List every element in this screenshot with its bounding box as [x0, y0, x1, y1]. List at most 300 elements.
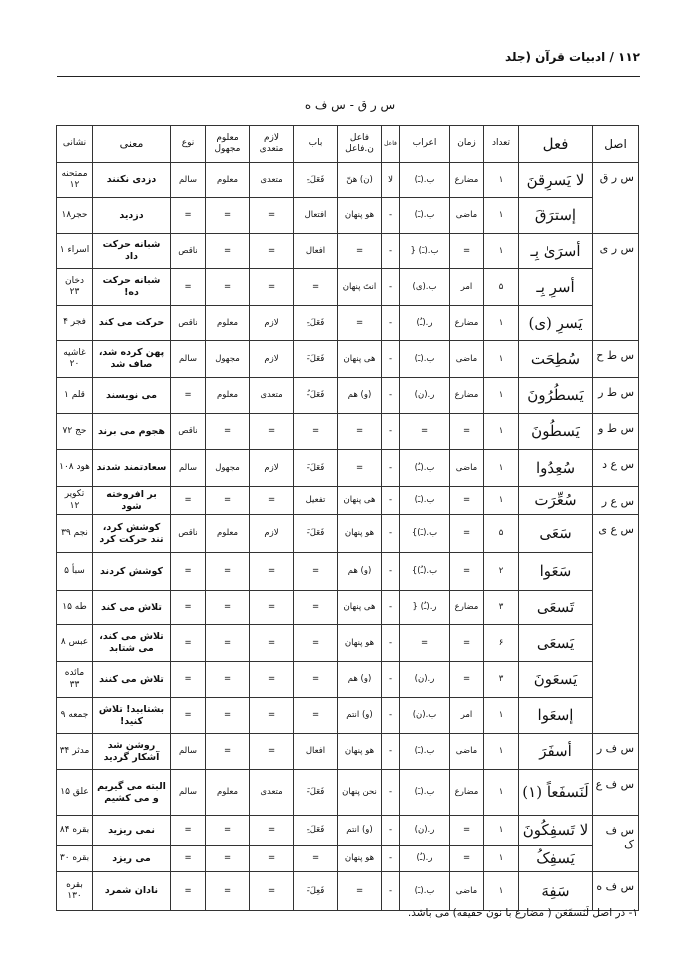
cell-lazem: =: [250, 872, 294, 911]
table-row: [57, 163, 639, 198]
col-zaman: زمان: [450, 126, 484, 163]
cell-asl: س ف ه: [593, 872, 639, 911]
cell-malum: =: [206, 816, 250, 846]
cell-malum: =: [206, 591, 250, 625]
cell-erab: ر.(ـُ): [400, 846, 450, 872]
cell-erab: =: [400, 414, 450, 450]
table-row: [57, 734, 639, 770]
cell-bab: فَعَلَ-ُ: [294, 378, 338, 414]
col-fael: فاعل ن.فاعل: [338, 126, 382, 163]
cell-fael: (ن) هنّ: [338, 163, 382, 198]
cell-malum: =: [206, 846, 250, 872]
cell-zaman: ماضی: [450, 198, 484, 234]
cell-erab: ر.(ـُ) {: [400, 591, 450, 625]
table-row: [57, 414, 639, 450]
cell-asl: س ع د: [593, 450, 639, 487]
table-row: [57, 487, 639, 515]
cell-fael-sm: -: [382, 553, 400, 591]
cell-mana: پهن کرده شد، صاف شد: [93, 341, 171, 378]
cell-bab: =: [294, 698, 338, 734]
cell-zaman: مضارع: [450, 378, 484, 414]
cell-neshani: جمعه ۹: [57, 698, 93, 734]
cell-neshani: ممتحنه ۱۲: [57, 163, 93, 198]
cell-fael-sm: -: [382, 234, 400, 269]
cell-fael-sm: -: [382, 872, 400, 911]
cell-fael-sm: -: [382, 378, 400, 414]
cell-malum: =: [206, 553, 250, 591]
cell-erab: ب.(ـُ): [400, 450, 450, 487]
cell-fel: لَنَسفَعاً (۱): [519, 770, 593, 816]
cell-now: سالم: [171, 734, 206, 770]
cell-mana: کوشش کردند: [93, 553, 171, 591]
col-malum: معلوم مجهول: [206, 126, 250, 163]
cell-mana: نمی ریزید: [93, 816, 171, 846]
cell-neshani: بقره ۱۳۰: [57, 872, 93, 911]
cell-fel: یَسطُرُونَ: [519, 378, 593, 414]
cell-zaman: =: [450, 846, 484, 872]
cell-lazem: متعدی: [250, 378, 294, 414]
cell-tedad: ۱: [484, 414, 519, 450]
table-row: [57, 770, 639, 816]
cell-tedad: ۱: [484, 341, 519, 378]
cell-bab: =: [294, 625, 338, 662]
cell-asl: س ر ی: [593, 234, 639, 341]
cell-neshani: علق ۱۵: [57, 770, 93, 816]
cell-lazem: لازم: [250, 515, 294, 553]
cell-zaman: =: [450, 816, 484, 846]
cell-zaman: مضارع: [450, 770, 484, 816]
cell-fel: یَسفِکُ: [519, 846, 593, 872]
table-row: [57, 306, 639, 341]
cell-neshani: مائده ۳۳: [57, 662, 93, 698]
cell-erab: ر.(ـُ): [400, 306, 450, 341]
cell-malum: =: [206, 234, 250, 269]
cell-tedad: ۱: [484, 816, 519, 846]
cell-zaman: امر: [450, 698, 484, 734]
cell-asl: س ف ع: [593, 770, 639, 816]
col-fael-small: فاعل: [382, 126, 400, 163]
cell-erab: ب.(ی): [400, 269, 450, 306]
cell-fael: (و) هم: [338, 662, 382, 698]
table-body: [57, 163, 639, 911]
cell-neshani: سبأ ۵: [57, 553, 93, 591]
cell-mana: هجوم می برند: [93, 414, 171, 450]
cell-malum: =: [206, 662, 250, 698]
cell-neshani: بقره ۳۰: [57, 846, 93, 872]
cell-mana: حرکت می کند: [93, 306, 171, 341]
cell-lazem: متعدی: [250, 770, 294, 816]
cell-fel: سُطِحَت: [519, 341, 593, 378]
cell-bab: فَعَلَ-َ: [294, 341, 338, 378]
cell-tedad: ۱: [484, 872, 519, 911]
cell-fael-sm: -: [382, 269, 400, 306]
footnote: ۱- در اصل لَنَسفَعَن ( مضارع با نون خفیفه) می باشد.: [407, 907, 638, 919]
cell-erab: ر.(ن): [400, 816, 450, 846]
cell-tedad: ۱: [484, 378, 519, 414]
cell-now: =: [171, 553, 206, 591]
cell-fel: یَسرِ (ی): [519, 306, 593, 341]
cell-fael-sm: -: [382, 591, 400, 625]
cell-fael: هی پنهان: [338, 591, 382, 625]
col-erab: اعراب: [400, 126, 450, 163]
cell-fel: یَسطُونَ: [519, 414, 593, 450]
cell-erab: ب.(ن): [400, 698, 450, 734]
cell-bab: فَعَلَ-ِ: [294, 306, 338, 341]
cell-fael: =: [338, 306, 382, 341]
cell-asl: س ر ق: [593, 163, 639, 234]
cell-mana: دزدید: [93, 198, 171, 234]
cell-mana: تلاش می کنند: [93, 662, 171, 698]
col-lazem: لازم متعدی: [250, 126, 294, 163]
cell-bab: افعال: [294, 734, 338, 770]
cell-lazem: =: [250, 553, 294, 591]
cell-tedad: ۱: [484, 234, 519, 269]
cell-mana: می ریزد: [93, 846, 171, 872]
col-tedad: تعداد: [484, 126, 519, 163]
cell-asl: س ع ر: [593, 487, 639, 515]
cell-fael-sm: -: [382, 450, 400, 487]
cell-lazem: =: [250, 487, 294, 515]
table-row: [57, 553, 639, 591]
cell-malum: =: [206, 487, 250, 515]
cell-malum: معلوم: [206, 515, 250, 553]
cell-tedad: ۱: [484, 306, 519, 341]
cell-now: =: [171, 591, 206, 625]
table-row: [57, 234, 639, 269]
cell-neshani: فجر ۴: [57, 306, 93, 341]
cell-neshani: قلم ۱: [57, 378, 93, 414]
cell-fel: تَسعَی: [519, 591, 593, 625]
cell-lazem: =: [250, 625, 294, 662]
cell-malum: =: [206, 734, 250, 770]
table-row: [57, 872, 639, 911]
cell-mana: می نویسند: [93, 378, 171, 414]
cell-now: =: [171, 698, 206, 734]
cell-fael-sm: -: [382, 341, 400, 378]
cell-fael-sm: -: [382, 487, 400, 515]
cell-zaman: =: [450, 414, 484, 450]
table-row: [57, 515, 639, 553]
cell-bab: فَعَلَ-َ: [294, 450, 338, 487]
cell-erab: ب.(ـَ): [400, 872, 450, 911]
cell-erab: ب.(ـُ)}: [400, 553, 450, 591]
cell-bab: فَعَلَ-ِ: [294, 816, 338, 846]
cell-fael: هو پنهان: [338, 515, 382, 553]
cell-fel: سَفِهَ: [519, 872, 593, 911]
cell-bab: فَعَلَ-ِ: [294, 163, 338, 198]
table-row: [57, 591, 639, 625]
cell-lazem: =: [250, 414, 294, 450]
cell-fael-sm: -: [382, 662, 400, 698]
cell-zaman: =: [450, 515, 484, 553]
cell-fael-sm: -: [382, 698, 400, 734]
table-row: [57, 198, 639, 234]
cell-fel: یَسعَی: [519, 625, 593, 662]
page-header: [57, 46, 640, 77]
table-row: [57, 698, 639, 734]
cell-bab: افعال: [294, 234, 338, 269]
cell-lazem: لازم: [250, 306, 294, 341]
cell-malum: معلوم: [206, 163, 250, 198]
table-row: [57, 816, 639, 846]
cell-fael: =: [338, 872, 382, 911]
cell-lazem: =: [250, 846, 294, 872]
cell-asl: س ط ح: [593, 341, 639, 378]
cell-fael: هو پنهان: [338, 198, 382, 234]
cell-fael: (و) هم: [338, 553, 382, 591]
cell-tedad: ۱: [484, 198, 519, 234]
cell-lazem: متعدی: [250, 163, 294, 198]
cell-now: =: [171, 269, 206, 306]
cell-fael: =: [338, 414, 382, 450]
cell-lazem: =: [250, 269, 294, 306]
table-row: [57, 450, 639, 487]
cell-fel: سَعَوا: [519, 553, 593, 591]
cell-fael: انتَ پنهان: [338, 269, 382, 306]
cell-fel: إسعَوا: [519, 698, 593, 734]
cell-fael: (و) هم: [338, 378, 382, 414]
cell-fael: =: [338, 450, 382, 487]
cell-mana: روشن شد آشکار گردید: [93, 734, 171, 770]
cell-now: ناقص: [171, 306, 206, 341]
cell-erab: ب.(ـَ): [400, 341, 450, 378]
cell-neshani: نجم ۳۹: [57, 515, 93, 553]
cell-fel: لا تَسفِکُونَ: [519, 816, 593, 846]
cell-bab: فَعَلَ-َ: [294, 770, 338, 816]
cell-erab: ب.(ـَ): [400, 163, 450, 198]
cell-mana: دزدی نکنند: [93, 163, 171, 198]
cell-asl: س ع ی: [593, 515, 639, 734]
cell-zaman: مضارع: [450, 306, 484, 341]
cell-lazem: =: [250, 591, 294, 625]
cell-tedad: ۱: [484, 770, 519, 816]
cell-now: =: [171, 625, 206, 662]
cell-tedad: ۶: [484, 625, 519, 662]
cell-malum: =: [206, 872, 250, 911]
cell-malum: معلوم: [206, 770, 250, 816]
cell-fel: لا یَسرِقنَ: [519, 163, 593, 198]
cell-erab: ب.(ـَ): [400, 770, 450, 816]
cell-now: ناقص: [171, 515, 206, 553]
cell-tedad: ۱: [484, 846, 519, 872]
cell-fael: نحن پنهان: [338, 770, 382, 816]
col-bab: باب: [294, 126, 338, 163]
page-title: س ر ق - س ف ه: [304, 98, 396, 112]
cell-asl: س ط ر: [593, 378, 639, 414]
cell-fel: یَسعَونَ: [519, 662, 593, 698]
cell-neshani: اسراء ۱: [57, 234, 93, 269]
cell-zaman: =: [450, 662, 484, 698]
cell-fael: هی پنهان: [338, 341, 382, 378]
verb-table: [56, 125, 639, 911]
cell-tedad: ۲: [484, 553, 519, 591]
cell-fael-sm: -: [382, 414, 400, 450]
cell-fael-sm: -: [382, 625, 400, 662]
cell-neshani: دخان ۲۳: [57, 269, 93, 306]
cell-malum: =: [206, 269, 250, 306]
cell-tedad: ۵: [484, 515, 519, 553]
cell-fel: أسرَیٰ بِـ: [519, 234, 593, 269]
cell-mana: سعادتمند شدند: [93, 450, 171, 487]
cell-erab: ر.(ن): [400, 378, 450, 414]
cell-neshani: مدثر ۳۴: [57, 734, 93, 770]
cell-fael-sm: -: [382, 306, 400, 341]
cell-fel: سُعِدُوا: [519, 450, 593, 487]
cell-now: سالم: [171, 770, 206, 816]
cell-tedad: ۳: [484, 662, 519, 698]
cell-zaman: ماضی: [450, 450, 484, 487]
cell-asl: س ط و: [593, 414, 639, 450]
cell-fael-sm: لا: [382, 163, 400, 198]
cell-zaman: مضارع: [450, 591, 484, 625]
cell-fel: أسفَرَ: [519, 734, 593, 770]
cell-mana: بر افروخته شود: [93, 487, 171, 515]
table-row: [57, 662, 639, 698]
cell-fael-sm: -: [382, 816, 400, 846]
cell-now: سالم: [171, 450, 206, 487]
cell-tedad: ۱: [484, 734, 519, 770]
cell-zaman: ماضی: [450, 872, 484, 911]
cell-mana: بشتابید! تلاش کنید!: [93, 698, 171, 734]
cell-asl: س ف ر: [593, 734, 639, 770]
cell-now: =: [171, 487, 206, 515]
col-neshani: نشانی: [57, 126, 93, 163]
cell-malum: معلوم: [206, 306, 250, 341]
cell-malum: =: [206, 625, 250, 662]
cell-erab: ب.(ـَ) {: [400, 234, 450, 269]
cell-mana: نادان شمرد: [93, 872, 171, 911]
cell-fael: هو پنهان: [338, 734, 382, 770]
cell-neshani: غاشیه ۲۰: [57, 341, 93, 378]
table-row: [57, 378, 639, 414]
cell-lazem: لازم: [250, 341, 294, 378]
cell-zaman: امر: [450, 269, 484, 306]
cell-mana: کوشش کرد، تند حرکت کرد: [93, 515, 171, 553]
cell-fael-sm: -: [382, 734, 400, 770]
cell-fael: هو پنهان: [338, 846, 382, 872]
cell-fael-sm: -: [382, 770, 400, 816]
running-header: ۱۱۲ / ادبیات قرآن (جلد: [505, 50, 640, 64]
cell-erab: ر.(ن): [400, 662, 450, 698]
cell-malum: معلوم: [206, 378, 250, 414]
cell-now: =: [171, 662, 206, 698]
cell-bab: =: [294, 414, 338, 450]
cell-bab: فَعَلَ-َ: [294, 515, 338, 553]
cell-now: =: [171, 378, 206, 414]
col-asl: اصل: [593, 126, 639, 163]
cell-fel: أسرِ بِـ: [519, 269, 593, 306]
cell-lazem: =: [250, 698, 294, 734]
cell-zaman: =: [450, 625, 484, 662]
cell-tedad: ۱: [484, 163, 519, 198]
cell-lazem: لازم: [250, 450, 294, 487]
cell-erab: ب.(ـَ): [400, 734, 450, 770]
cell-neshani: عبس ۸: [57, 625, 93, 662]
cell-zaman: =: [450, 553, 484, 591]
cell-zaman: =: [450, 487, 484, 515]
cell-zaman: مضارع: [450, 163, 484, 198]
cell-bab: =: [294, 591, 338, 625]
cell-erab: ب.(ـَ)}: [400, 515, 450, 553]
cell-mana: شبانه حرکت داد: [93, 234, 171, 269]
cell-tedad: ۱: [484, 487, 519, 515]
cell-neshani: بقره ۸۴: [57, 816, 93, 846]
cell-bab: افتعال: [294, 198, 338, 234]
cell-now: =: [171, 872, 206, 911]
table-row: [57, 269, 639, 306]
cell-fael: هو پنهان: [338, 625, 382, 662]
cell-malum: مجهول: [206, 450, 250, 487]
cell-lazem: =: [250, 662, 294, 698]
cell-tedad: ۱: [484, 698, 519, 734]
cell-mana: البته می گیریم و می کشیم: [93, 770, 171, 816]
cell-lazem: =: [250, 816, 294, 846]
cell-bab: =: [294, 553, 338, 591]
cell-now: =: [171, 198, 206, 234]
cell-now: سالم: [171, 163, 206, 198]
cell-fael: =: [338, 234, 382, 269]
table-row: [57, 625, 639, 662]
cell-neshani: حجر۱۸: [57, 198, 93, 234]
cell-erab: ب.(ـَ): [400, 198, 450, 234]
cell-bab: =: [294, 662, 338, 698]
cell-malum: مجهول: [206, 341, 250, 378]
cell-fel: إسترَقَ: [519, 198, 593, 234]
cell-lazem: =: [250, 234, 294, 269]
cell-mana: تلاش می کند: [93, 591, 171, 625]
cell-asl: س ف ک: [593, 816, 639, 872]
cell-neshani: هود ۱۰۸: [57, 450, 93, 487]
cell-malum: =: [206, 698, 250, 734]
cell-fel: سُعِّرَت: [519, 487, 593, 515]
cell-malum: =: [206, 414, 250, 450]
cell-erab: ب.(ـَ): [400, 487, 450, 515]
header-row: [57, 126, 639, 163]
table-row: [57, 341, 639, 378]
cell-now: =: [171, 816, 206, 846]
cell-lazem: =: [250, 198, 294, 234]
cell-fael-sm: -: [382, 198, 400, 234]
cell-fel: سَعَی: [519, 515, 593, 553]
cell-malum: =: [206, 198, 250, 234]
cell-tedad: ۱: [484, 450, 519, 487]
cell-lazem: =: [250, 734, 294, 770]
cell-zaman: =: [450, 234, 484, 269]
cell-fael: هی پنهان: [338, 487, 382, 515]
col-now: نوع: [171, 126, 206, 163]
cell-bab: تفعیل: [294, 487, 338, 515]
cell-fael-sm: -: [382, 846, 400, 872]
cell-fael-sm: -: [382, 515, 400, 553]
cell-bab: =: [294, 269, 338, 306]
cell-mana: شبانه حرکت ده!: [93, 269, 171, 306]
cell-fael: (و) انتم: [338, 816, 382, 846]
col-fel: فعل: [519, 126, 593, 163]
table-row: [57, 846, 639, 872]
cell-tedad: ۵: [484, 269, 519, 306]
cell-fael: (و) انتم: [338, 698, 382, 734]
cell-bab: فَعِلَ-َ: [294, 872, 338, 911]
cell-zaman: ماضی: [450, 734, 484, 770]
cell-now: سالم: [171, 341, 206, 378]
cell-bab: =: [294, 846, 338, 872]
cell-now: ناقص: [171, 234, 206, 269]
cell-neshani: حج ۷۲: [57, 414, 93, 450]
cell-erab: =: [400, 625, 450, 662]
col-mana: معنی: [93, 126, 171, 163]
cell-now: ناقص: [171, 414, 206, 450]
cell-zaman: ماضی: [450, 341, 484, 378]
